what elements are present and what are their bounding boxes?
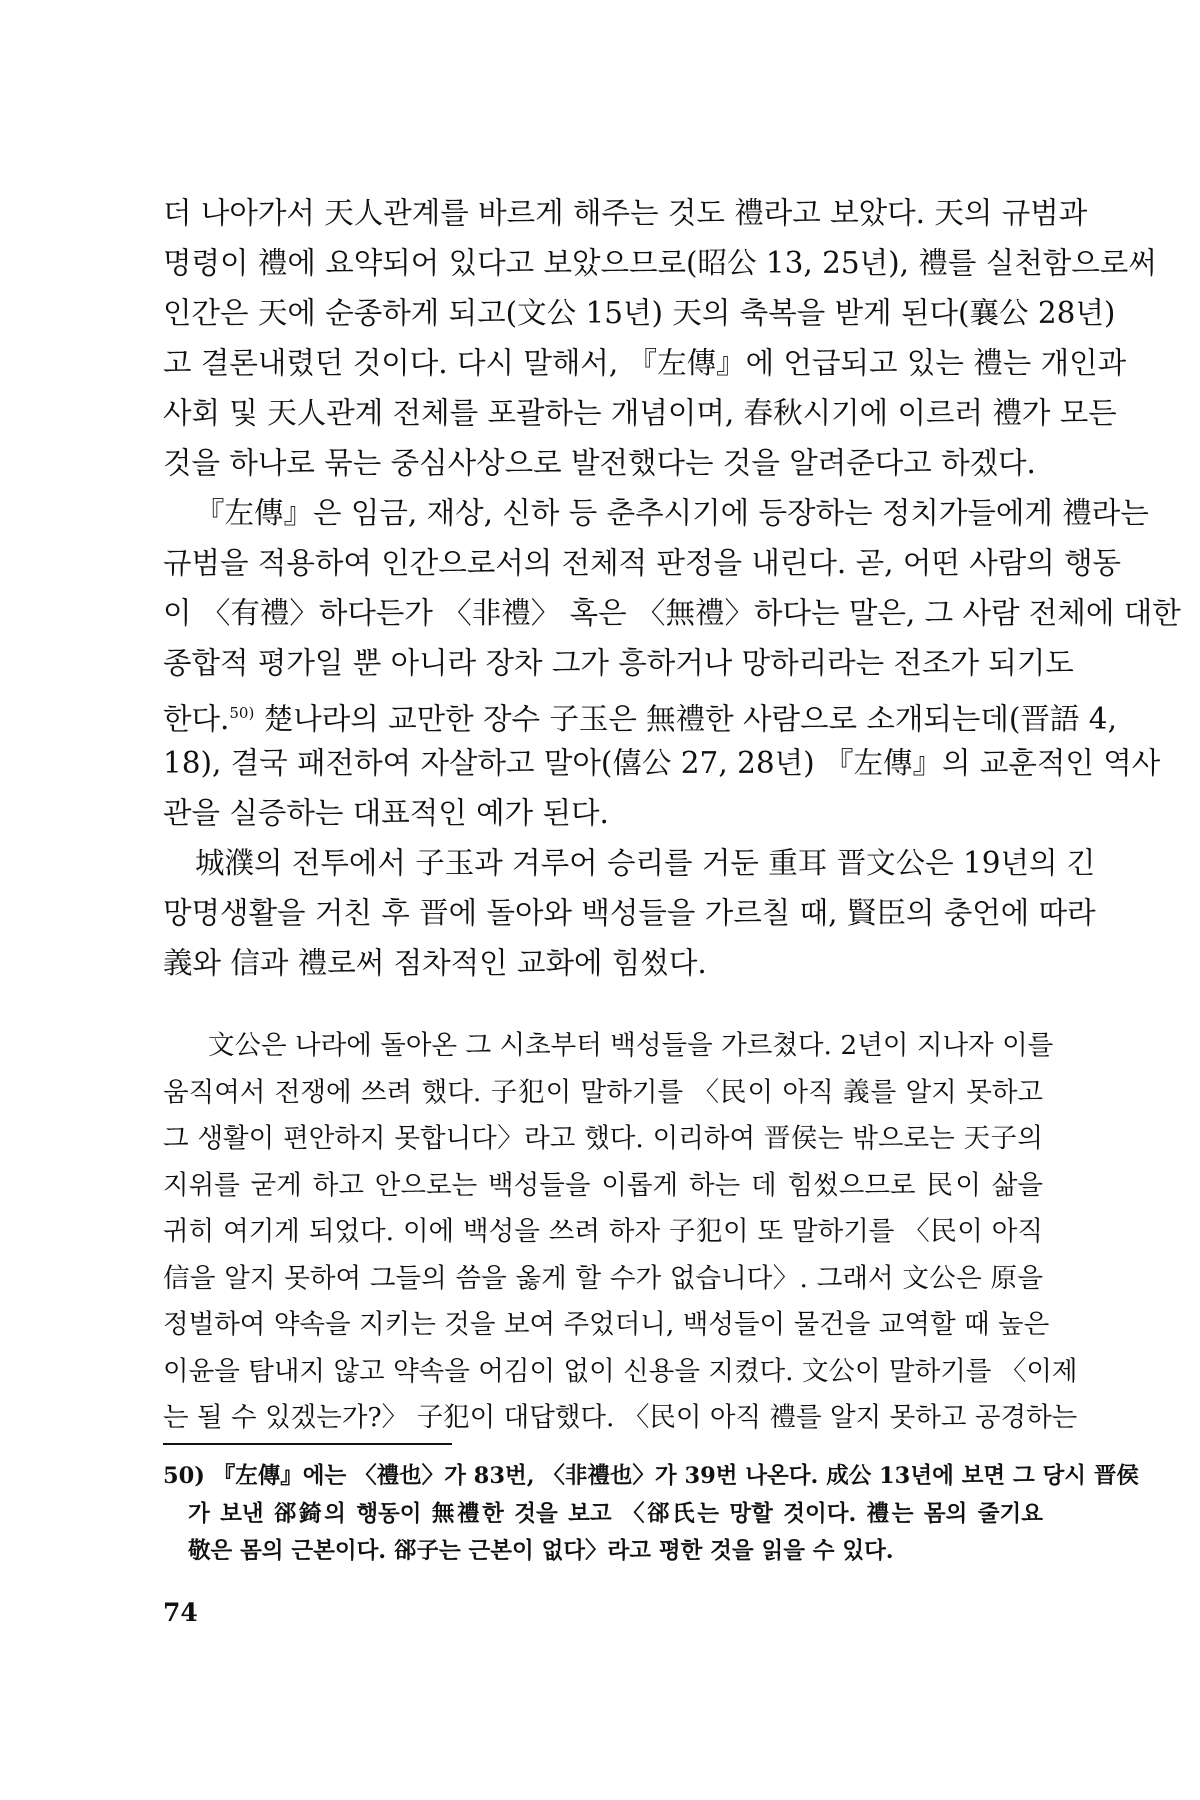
body-line-rest: 楚나라의 교만한 장수 子玉은 無禮한 사람으로 소개되는데(晋語 4, xyxy=(254,701,1117,736)
quote-line: 는 될 수 있겠는가?〉 子犯이 대답했다. 〈民이 아직 禮를 알지 못하고 공경하는 xyxy=(163,1402,1078,1433)
body-line: 종합적 평가일 뿐 아니라 장차 그가 흥하거나 망하리라는 전조가 되기도 xyxy=(163,646,1074,680)
footnote-line: 가 보낸 郤錡의 행동이 無禮한 것을 보고 〈郤氏는 망할 것이다. 禮는 몸의 줄기요 xyxy=(188,1500,1043,1527)
body-line-with-footnote xyxy=(163,688,1117,738)
quote-line: 이윤을 탐내지 않고 약속을 어김이 없이 신용을 지켰다. 文公이 말하기를 〈이제 xyxy=(163,1355,1078,1387)
body-line: 명령이 禮에 요약되어 있다고 보았으므로(昭公 13, 25년), 禮를 실천함으로써 xyxy=(163,246,1157,280)
footnote-line: 敬은 몸의 근본이다. 郤子는 근본이 없다〉라고 평한 것을 읽을 수 있다. xyxy=(188,1538,894,1564)
body-line: 『左傳』은 임금, 재상, 신하 등 춘추시기에 등장하는 정치가들에게 禮라는 xyxy=(195,496,1149,530)
body-line: 이 〈有禮〉하다든가 〈非禮〉 혹은 〈無禮〉하다는 말은, 그 사람 전체에 대한 xyxy=(163,596,1181,630)
main-body-text xyxy=(163,188,1181,988)
body-line: 사회 및 天人관계 전체를 포괄하는 개념이며, 春秋시기에 이르러 禮가 모든 xyxy=(163,396,1117,430)
body-line: 인간은 天에 순종하게 되고(文公 15년) 天의 축복을 받게 된다(襄公 28년) xyxy=(163,296,1116,330)
body-line: 18), 결국 패전하여 자살하고 말아(僖公 27, 28년) 『左傳』의 교훈적인 역사 xyxy=(163,746,1161,780)
body-line: 것을 하나로 묶는 중심사상으로 발전했다는 것을 알려준다고 하겠다. xyxy=(163,446,1036,480)
page-number: 74 xyxy=(163,1598,198,1627)
footnote-line: 50) 『左傳』에는 〈禮也〉가 83번, 〈非禮也〉가 39번 나온다. 成公 13년에 보면 그 당시 晋侯 xyxy=(163,1463,1139,1489)
body-line: 고 결론내렸던 것이다. 다시 말해서, 『左傳』에 언급되고 있는 禮는 개인과 xyxy=(163,346,1127,380)
quote-line: 文公은 나라에 돌아온 그 시초부터 백성들을 가르쳤다. 2년이 지나자 이를 xyxy=(208,1030,1054,1061)
body-line: 城濮의 전투에서 子玉과 겨루어 승리를 거둔 重耳 晋文公은 19년의 긴 xyxy=(195,846,1096,880)
body-line: 義와 信과 禮로써 점차적인 교화에 힘썼다. xyxy=(163,946,707,980)
quote-line: 信을 알지 못하여 그들의 씀을 옳게 할 수가 없습니다〉. 그래서 文公은 原을 xyxy=(163,1262,1043,1294)
footnote-divider xyxy=(163,1443,452,1445)
quote-line: 정벌하여 약속을 지키는 것을 보여 주었더니, 백성들이 물건을 교역할 때 높은 xyxy=(163,1309,1050,1340)
body-line-start: 한다. xyxy=(163,701,230,736)
body-line: 망명생활을 거친 후 晋에 돌아와 백성들을 가르칠 때, 賢臣의 충언에 따라 xyxy=(163,896,1096,930)
body-line: 관을 실증하는 대표적인 예가 된다. xyxy=(163,796,609,830)
quote-line: 귀히 여기게 되었다. 이에 백성을 쓰려 하자 子犯이 또 말하기를 〈民이 아직 xyxy=(163,1216,1043,1247)
body-line: 더 나아가서 天人관계를 바르게 해주는 것도 禮라고 보았다. 天의 규범과 xyxy=(163,196,1088,230)
footnote xyxy=(163,1458,1139,1571)
block-quote xyxy=(163,1023,1078,1442)
quote-line: 그 생활이 편안하지 못합니다〉라고 했다. 이리하여 晋侯는 밖으로는 天子의 xyxy=(163,1123,1043,1154)
footnote-reference: 50) xyxy=(229,704,255,722)
quote-line: 지위를 굳게 하고 안으로는 백성들을 이롭게 하는 데 힘썼으므로 民이 삶을 xyxy=(163,1169,1043,1201)
quote-line: 움직여서 전쟁에 쓰려 했다. 子犯이 말하기를 〈民이 아직 義를 알지 못하고 xyxy=(163,1076,1043,1108)
body-line: 규범을 적용하여 인간으로서의 전체적 판정을 내린다. 곧, 어떤 사람의 행동 xyxy=(163,546,1122,580)
